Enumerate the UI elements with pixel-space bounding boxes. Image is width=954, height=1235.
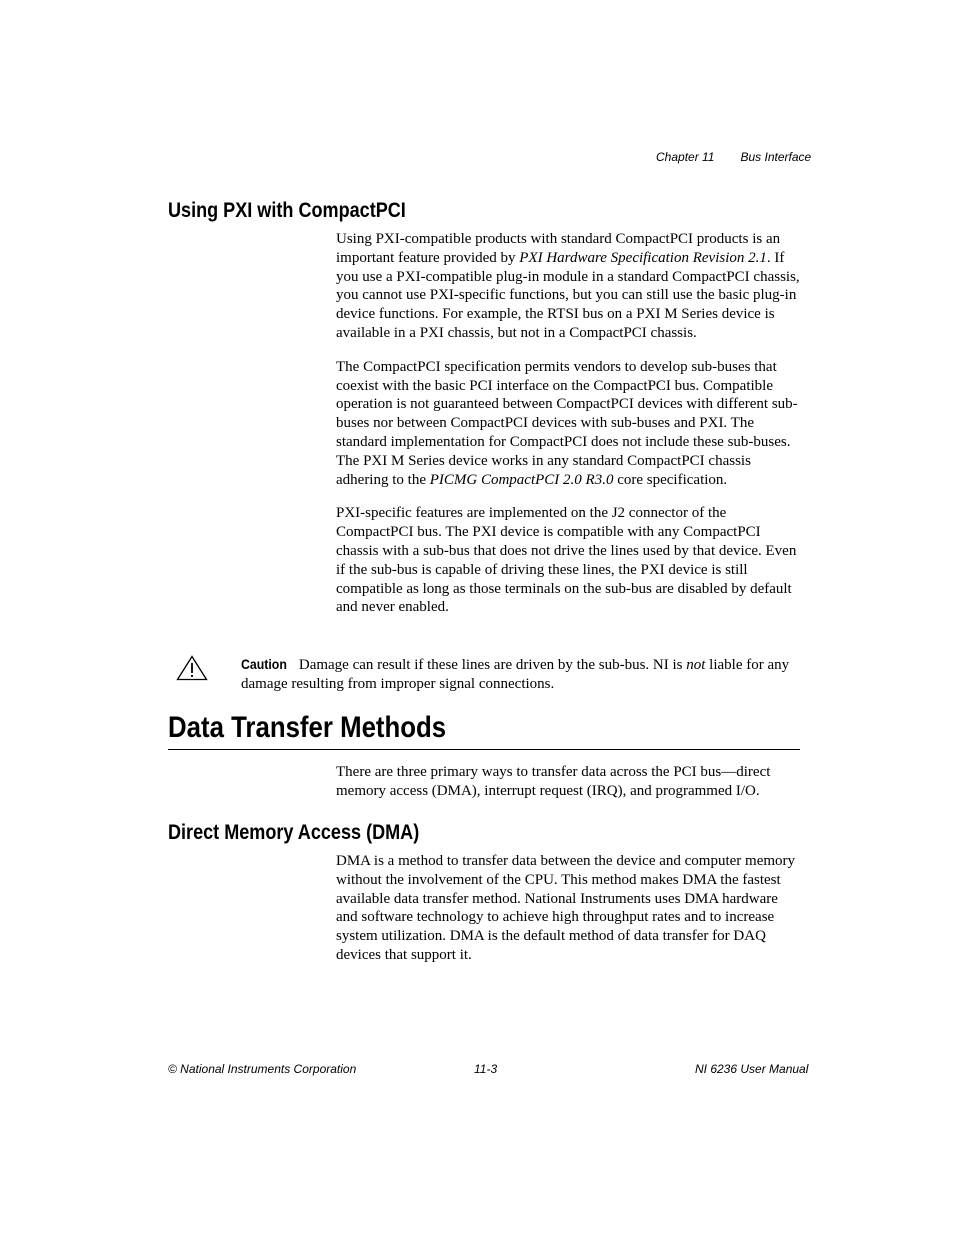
running-header xyxy=(656,150,811,164)
footer-manual-title: NI 6236 User Manual xyxy=(695,1062,809,1076)
heading-using-pxi: Using PXI with CompactPCI xyxy=(168,199,406,222)
paragraph-pxi-compat: Using PXI-compatible products with standard CompactPCI products is an important feature provided by PXI Hardware Specification Revision 2.1. If you use a PXI-compatible plug-in module in a standard CompactPCI chassis, you cannot use PXI-specific functions, but you can still use the basic plug-in device functions. For example, the RTSI bus on a PXI M Series device is available in a PXI chassis, but not in a CompactPCI chassis. xyxy=(336,231,800,341)
section1-body xyxy=(336,230,800,617)
caution-label: Caution xyxy=(241,656,287,672)
footer-page-number: 11-3 xyxy=(474,1062,498,1076)
heading-rule xyxy=(168,749,800,750)
caution-triangle-icon xyxy=(176,655,208,681)
header-section: Bus Interface xyxy=(740,150,812,164)
section2-body xyxy=(336,763,800,801)
footer-copyright: © National Instruments Corporation xyxy=(168,1062,357,1076)
paragraph-transfer-ways: There are three primary ways to transfer data across the PCI bus—direct memory access (DMA), interrupt request (IRQ), and programmed I/O. xyxy=(336,764,771,799)
caution-note: Caution Damage can result if these lines are driven by the sub-bus. NI is not liable for any damage resulting from improper signal connections. xyxy=(241,656,790,692)
paragraph-j2-connector: PXI-specific features are implemented on the J2 connector of the CompactPCI bus. The PXI device is compatible with any CompactPCI chassis with a sub-bus that does not drive the lines used by that device. Even if the sub-bus is capable of driving these lines, the PXI device is still compatible as long as those terminals on the sub-bus are disabled by default and never enabled. xyxy=(336,505,797,616)
paragraph-subbuses: The CompactPCI specification permits vendors to develop sub-buses that coexist with the basic PCI interface on the CompactPCI bus. Compatible operation is not guaranteed between CompactPCI devices with different sub-buses nor between CompactPCI devices with sub-buses and PXI. The standard implementation for CompactPCI does not include these sub-buses. The PXI M Series device works in any standard CompactPCI chassis adhering to the PICMG CompactPCI 2.0 R3.0 core specification. xyxy=(336,358,798,488)
heading-data-transfer-methods: Data Transfer Methods xyxy=(168,711,447,744)
heading-dma: Direct Memory Access (DMA) xyxy=(168,821,420,844)
header-chapter: Chapter 11 xyxy=(656,150,715,164)
section3-body xyxy=(336,852,800,965)
paragraph-dma: DMA is a method to transfer data between the device and computer memory without the involvement of the CPU. This method makes DMA the fastest available data transfer method. National Instruments uses DMA hardware and software technology to achieve high throughput rates and to increase system utilization. DMA is the default method of data transfer for DAQ devices that support it. xyxy=(336,853,796,963)
